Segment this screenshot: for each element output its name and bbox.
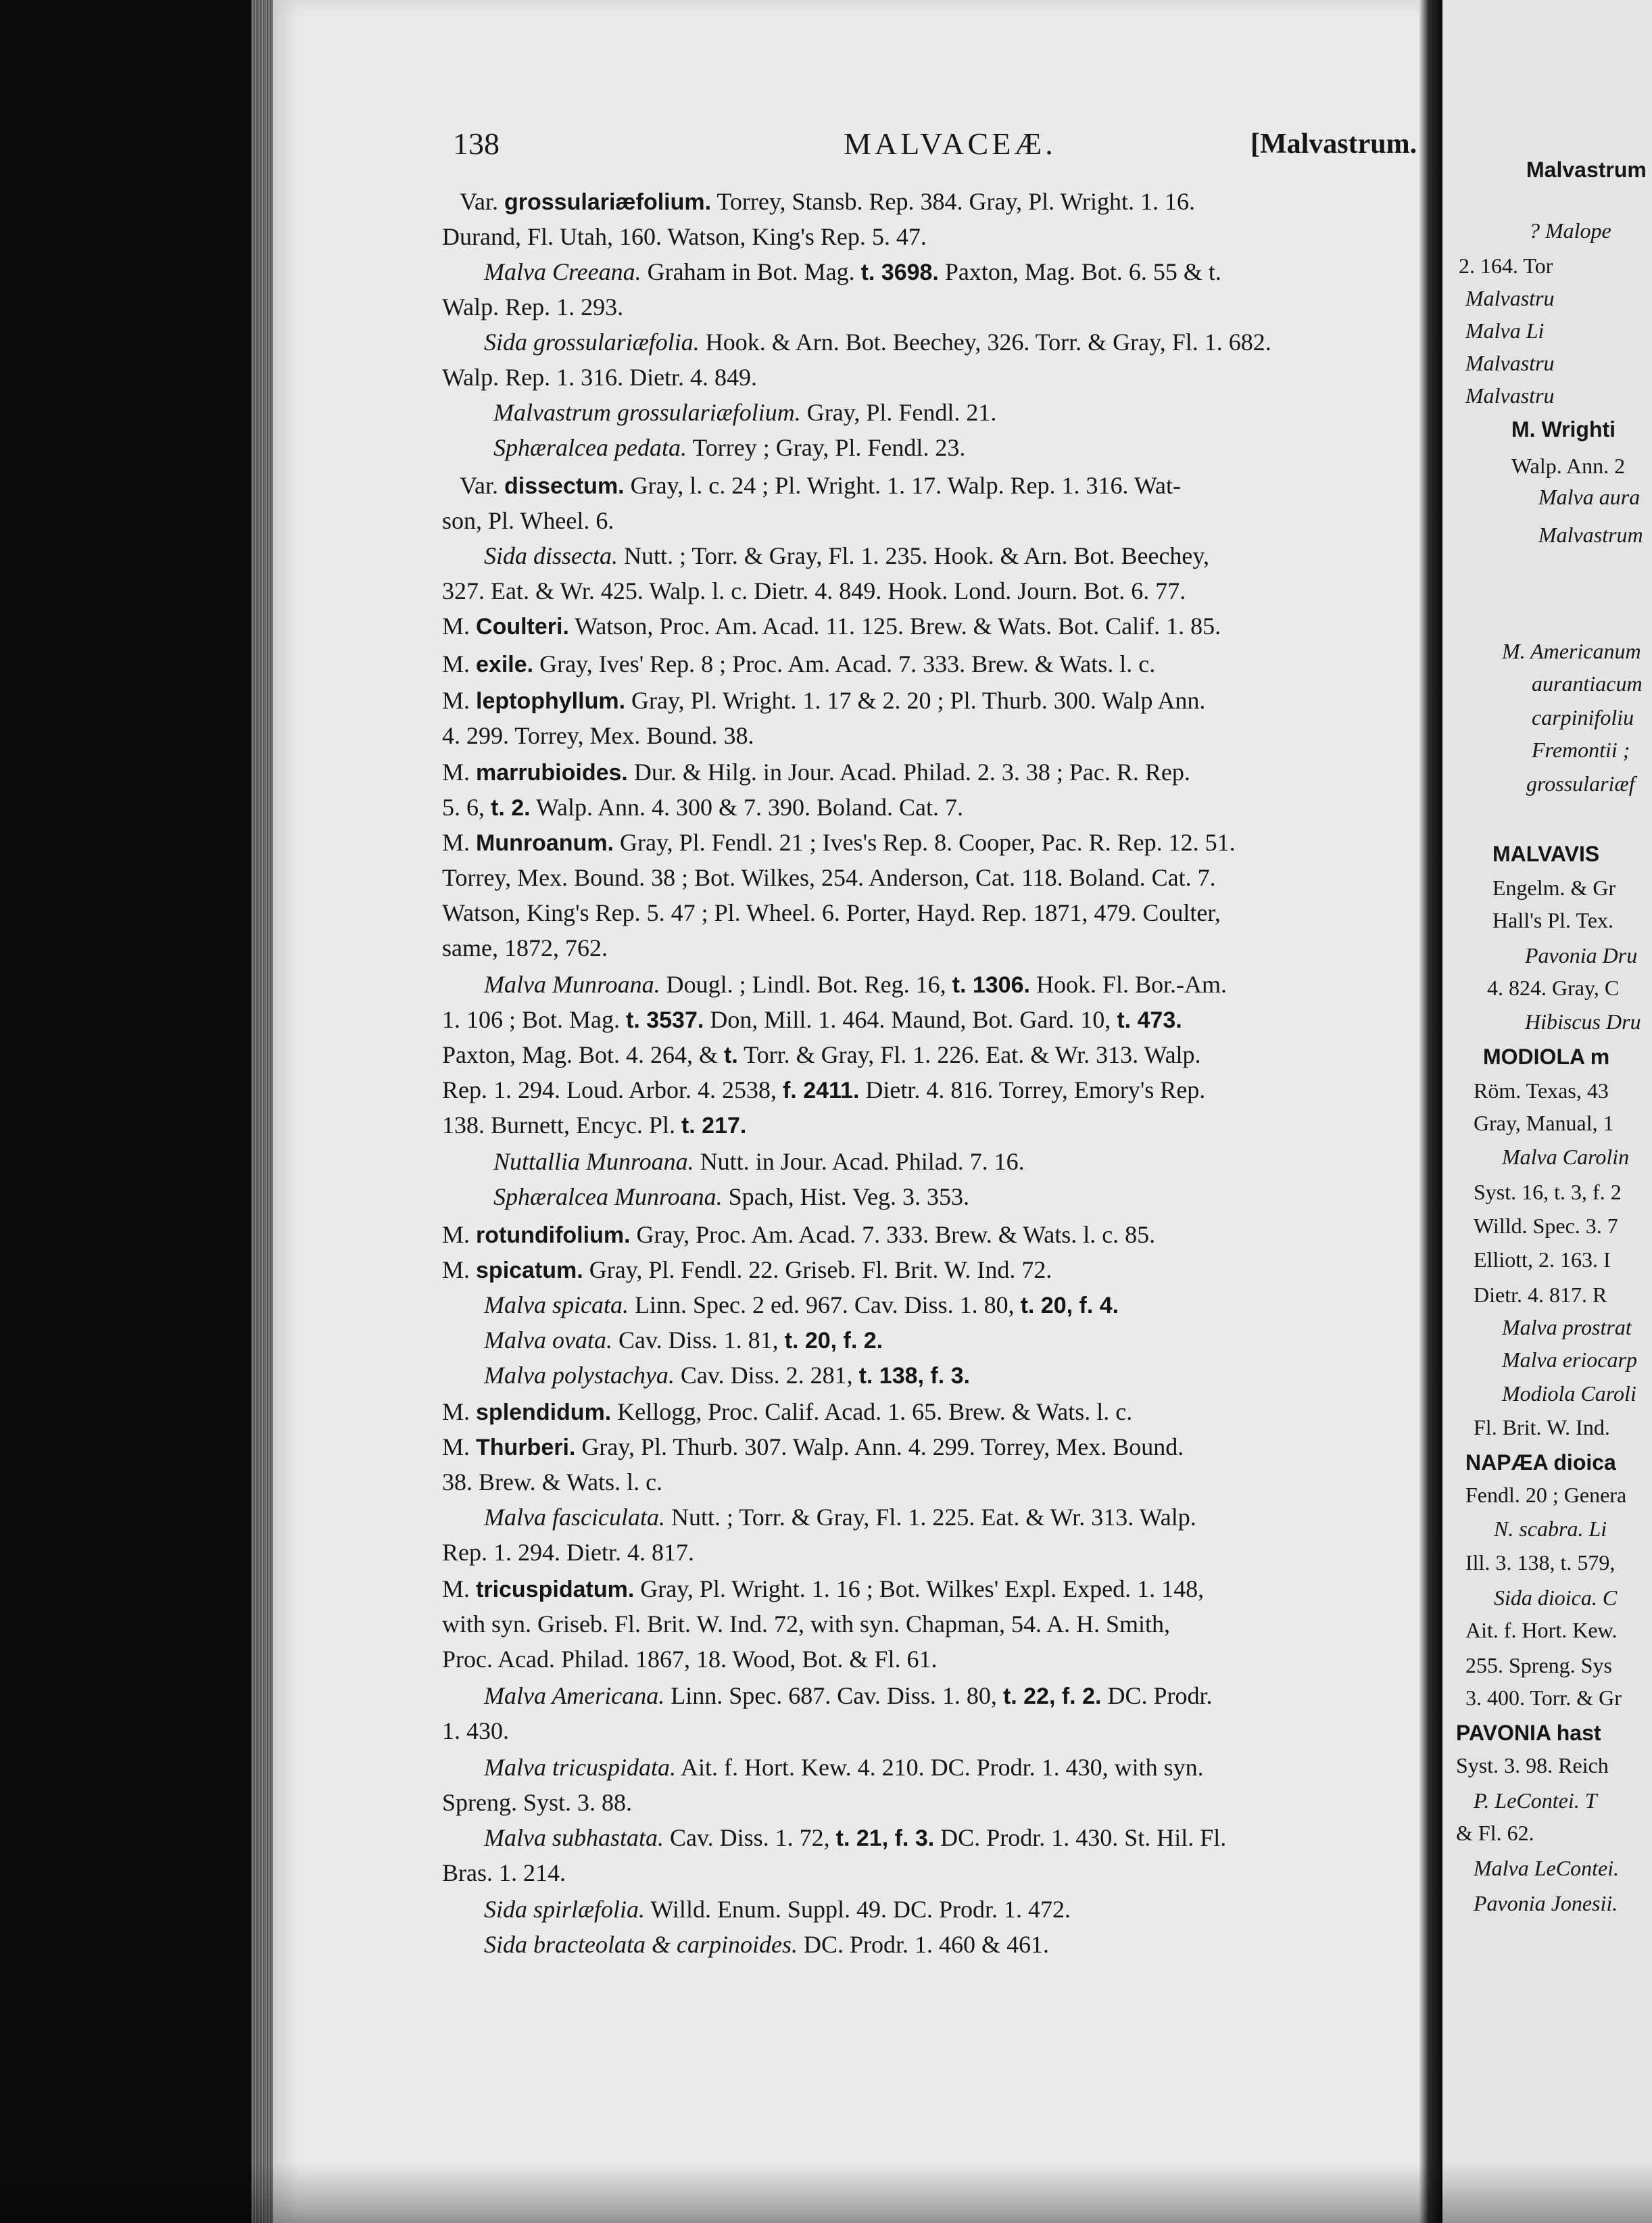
text-run: Durand, Fl. Utah, 160. Watson, King's Rep. 5. 47. <box>442 223 927 250</box>
text-line <box>442 1107 746 1143</box>
bold-term: grossulariæfolium. <box>504 189 712 215</box>
text-run: Hook. Fl. Bor.-Am. <box>1029 971 1227 998</box>
text-run: Torr. & Gray, Fl. 1. 226. Eat. & Wr. 313. Walp. <box>737 1041 1201 1068</box>
right-page-line: 3. 400. Torr. & Gr <box>1465 1686 1622 1710</box>
text-run: Gray, Pl. Fendl. 21 ; Ives's Rep. 8. Cooper, Pac. R. Rep. 12. 51. <box>614 829 1236 856</box>
text-run: Gray, Pl. Wright. 1. 16 ; Bot. Wilkes' Expl. Exped. 1. 148, <box>634 1575 1205 1602</box>
text-run: Gray, Pl. Fendl. 21. <box>800 399 997 426</box>
text-run: Gray, Pl. Fendl. 22. Griseb. Fl. Brit. W. Ind. 72. <box>583 1256 1052 1283</box>
text-run: Walp. Rep. 1. 316. Dietr. 4. 849. <box>442 364 758 391</box>
text-run: 327. Eat. & Wr. 425. Walp. l. c. Dietr. 4. 849. Hook. Lond. Journ. Bot. 6. 77. <box>442 577 1186 604</box>
text-line <box>442 360 757 395</box>
bold-term: Munroanum. <box>476 830 614 856</box>
text-line <box>484 254 1221 289</box>
text-line <box>493 1144 1025 1179</box>
text-run: 5. 6, <box>442 794 491 821</box>
text-run: Gray, Proc. Am. Acad. 7. 333. Brew. & Wats. l. c. 85. <box>630 1221 1156 1248</box>
text-line <box>442 860 1216 895</box>
right-page <box>1442 0 1652 2223</box>
text-run: Nutt. ; Torr. & Gray, Fl. 1. 225. Eat. & Wr. 313. Walp. <box>664 1504 1196 1531</box>
italic-synonym: Malva polystachya. <box>484 1362 675 1389</box>
text-line <box>442 1855 566 1890</box>
text-line <box>442 503 614 538</box>
text-run: Linn. Spec. 2 ed. 967. Cav. Diss. 1. 80, <box>628 1291 1021 1318</box>
text-run: 1. 106 ; Bot. Mag. <box>442 1006 627 1033</box>
text-line <box>442 1217 1155 1252</box>
text-line <box>442 1002 1182 1037</box>
right-page-line: Malvastrum <box>1526 158 1647 182</box>
text-run: M. <box>442 1398 477 1425</box>
text-run: Proc. Acad. Philad. 1867, 18. Wood, Bot. & Fl. 61. <box>442 1646 938 1673</box>
text-line <box>442 1394 1132 1429</box>
italic-synonym: Malva subhastata. <box>484 1824 664 1851</box>
right-page-line: MALVAVIS <box>1492 842 1600 866</box>
right-page-line: 255. Spreng. Sys <box>1465 1653 1612 1677</box>
text-line <box>442 608 1221 644</box>
text-line <box>442 1785 632 1820</box>
text-run: Dur. & Hilg. in Jour. Acad. Philad. 2. 3. 38 ; Pac. R. Rep. <box>627 759 1190 786</box>
italic-synonym: Sida bracteolata & carpinoides. <box>484 1931 798 1958</box>
text-run: M. <box>442 650 477 677</box>
bold-term: Coulteri. <box>476 614 569 640</box>
text-line <box>442 683 1205 718</box>
text-line <box>484 1287 1119 1322</box>
italic-synonym: Malva spicata. <box>484 1291 629 1318</box>
right-page-line: Malva Carolin <box>1502 1145 1630 1169</box>
italic-synonym: Sida grossulariæfolia. <box>484 329 700 356</box>
text-line <box>442 289 623 325</box>
text-run: Rep. 1. 294. Dietr. 4. 817. <box>442 1539 694 1566</box>
right-page-line: Malva LeContei. <box>1474 1856 1620 1880</box>
italic-synonym: Sphæralcea pedata. <box>493 434 687 461</box>
text-line <box>442 895 1221 930</box>
text-run: Kellogg, Proc. Calif. Acad. 1. 65. Brew. & Wats. l. c. <box>611 1398 1133 1425</box>
right-page-line: Hall's Pl. Tex. <box>1492 908 1613 932</box>
text-line <box>493 430 965 465</box>
right-page-line: Ill. 3. 138, t. 579, <box>1465 1550 1615 1575</box>
italic-synonym: Sida spirlæfolia. <box>484 1896 646 1923</box>
text-run: Don, Mill. 1. 464. Maund, Bot. Gard. 10, <box>704 1006 1117 1033</box>
text-run: Var. <box>460 472 504 499</box>
right-page-line: Dietr. 4. 817. R <box>1474 1283 1607 1307</box>
text-run: DC. Prodr. 1. 460 & 461. <box>797 1931 1049 1958</box>
right-page-line: Malvastrum <box>1538 523 1643 547</box>
bold-term: dissectum. <box>504 473 625 499</box>
text-run: Spreng. Syst. 3. 88. <box>442 1789 633 1816</box>
text-line <box>442 1642 937 1677</box>
bold-term: rotundifolium. <box>476 1222 631 1248</box>
text-line <box>442 718 754 753</box>
running-genus: [Malvastrum. <box>1250 128 1417 160</box>
right-page-line: Pavonia Dru <box>1525 943 1638 967</box>
italic-synonym: Malva Americana. <box>484 1682 665 1709</box>
text-line <box>442 1429 1184 1464</box>
right-page-line: Malva aura <box>1538 485 1641 509</box>
bold-term: marrubioides. <box>476 760 628 786</box>
text-run: Nutt. ; Torr. & Gray, Fl. 1. 235. Hook. & Arn. Bot. Beechey, <box>617 542 1210 569</box>
text-line <box>442 930 608 965</box>
right-page-line: Malvastru <box>1465 286 1555 310</box>
text-line <box>493 1179 969 1214</box>
right-page-line: Fremontii ; <box>1532 738 1630 762</box>
right-page-line: Syst. 16, t. 3, f. 2 <box>1474 1180 1622 1204</box>
text-run: DC. Prodr. <box>1101 1682 1213 1709</box>
text-run: M. <box>442 613 477 640</box>
text-line <box>484 1358 970 1393</box>
text-run: son, Pl. Wheel. 6. <box>442 507 614 534</box>
bold-term: t. 473. <box>1117 1007 1182 1033</box>
bold-term: t. 217. <box>681 1113 747 1139</box>
right-page-line: Elliott, 2. 163. I <box>1474 1247 1611 1272</box>
text-line <box>442 825 1236 860</box>
text-run: Paxton, Mag. Bot. 4. 264, & <box>442 1041 725 1068</box>
right-page-line: 2. 164. Tor <box>1459 254 1553 278</box>
right-page-line: N. scabra. Li <box>1494 1516 1607 1541</box>
right-page-line: Malvastru <box>1465 351 1555 375</box>
text-line <box>484 1750 1204 1785</box>
text-run: M. <box>442 1433 477 1460</box>
right-page-line: M. Wrighti <box>1511 417 1616 441</box>
text-line <box>484 325 1271 360</box>
right-page-line: Sida dioica. C <box>1494 1585 1618 1610</box>
right-page-line: 4. 824. Gray, C <box>1487 976 1620 1000</box>
italic-synonym: Malvastrum grossulariæfolium. <box>493 399 801 426</box>
bold-term: tricuspidatum. <box>476 1577 635 1602</box>
text-line <box>442 1713 509 1748</box>
right-page-line: Walp. Ann. 2 <box>1511 454 1626 478</box>
right-page-line: Gray, Manual, 1 <box>1474 1111 1614 1135</box>
text-line <box>442 755 1190 790</box>
bold-term: t. 3698. <box>860 260 939 285</box>
text-run: Spach, Hist. Veg. 3. 353. <box>722 1183 969 1210</box>
text-line <box>442 790 963 825</box>
text-run: M. <box>442 687 477 714</box>
italic-synonym: Malva tricuspidata. <box>484 1754 676 1781</box>
text-run: Gray, Pl. Thurb. 307. Walp. Ann. 4. 299. Torrey, Mex. Bound. <box>575 1433 1184 1460</box>
text-line <box>484 1820 1226 1855</box>
text-run: Paxton, Mag. Bot. 6. 55 & t. <box>938 258 1221 285</box>
right-page-line: Engelm. & Gr <box>1492 876 1616 900</box>
text-run: Torrey, Mex. Bound. 38 ; Bot. Wilkes, 254. Anderson, Cat. 118. Boland. Cat. 7. <box>442 864 1216 891</box>
bold-term: Thurberi. <box>476 1435 576 1460</box>
bold-term: t. 1306. <box>952 972 1030 998</box>
text-run: Torrey, Stansb. Rep. 384. Gray, Pl. Wright. 1. 16. <box>711 188 1196 215</box>
right-page-line: M. Americanum <box>1502 639 1641 663</box>
text-line <box>484 967 1227 1002</box>
text-line <box>442 1571 1204 1606</box>
right-page-line: Willd. Spec. 3. 7 <box>1474 1214 1618 1238</box>
right-page-line: grossulariæf <box>1526 771 1635 796</box>
text-run: Gray, Pl. Wright. 1. 17 & 2. 20 ; Pl. Thurb. 300. Walp Ann. <box>625 687 1206 714</box>
text-line <box>442 219 927 254</box>
bold-term: exile. <box>476 652 534 677</box>
right-page-line: Malvastru <box>1465 383 1555 408</box>
text-run: with syn. Griseb. Fl. Brit. W. Ind. 72, with syn. Chapman, 54. A. H. Smith, <box>442 1610 1171 1638</box>
right-page-line: Röm. Texas, 43 <box>1474 1078 1609 1103</box>
right-page-line: PAVONIA hast <box>1456 1721 1601 1745</box>
text-line <box>460 184 1195 219</box>
page-number: 138 <box>453 126 500 161</box>
bold-term: spicatum. <box>476 1258 583 1283</box>
italic-synonym: Malva Munroana. <box>484 971 660 998</box>
text-run: Watson, Proc. Am. Acad. 11. 125. Brew. & Wats. Bot. Calif. 1. 85. <box>568 613 1221 640</box>
text-run: Var. <box>460 188 504 215</box>
text-line <box>493 395 996 430</box>
bold-term: leptophyllum. <box>476 688 626 714</box>
book-gutter <box>1419 0 1442 2223</box>
text-line <box>460 468 1181 503</box>
text-run: M. <box>442 829 477 856</box>
text-line <box>484 1678 1212 1713</box>
text-run: Cav. Diss. 1. 81, <box>612 1326 785 1354</box>
text-run: Walp. Ann. 4. 300 & 7. 390. Boland. Cat. 7. <box>530 794 964 821</box>
bold-term: t. 22, f. 2. <box>1002 1683 1102 1709</box>
text-run: Torrey ; Gray, Pl. Fendl. 23. <box>686 434 966 461</box>
text-line <box>442 1535 694 1570</box>
text-run: Bras. 1. 214. <box>442 1859 566 1886</box>
text-run: DC. Prodr. 1. 430. St. Hil. Fl. <box>934 1824 1227 1851</box>
text-line <box>484 538 1209 573</box>
bold-term: t. 20, f. 2. <box>784 1328 883 1354</box>
text-run: 38. Brew. & Wats. l. c. <box>442 1468 663 1496</box>
running-title: MALVACEÆ. <box>844 126 1056 161</box>
text-line <box>442 1606 1170 1642</box>
bold-term: t. 2. <box>491 795 531 821</box>
text-run: Gray, Ives' Rep. 8 ; Proc. Am. Acad. 7. 333. Brew. & Wats. l. c. <box>533 650 1156 677</box>
text-line <box>484 1500 1196 1535</box>
text-line <box>442 1252 1052 1287</box>
text-run: 4. 299. Torrey, Mex. Bound. 38. <box>442 722 754 749</box>
right-page-line: & Fl. 62. <box>1456 1821 1534 1845</box>
text-line <box>442 573 1186 608</box>
text-run: same, 1872, 762. <box>442 934 608 961</box>
text-line <box>484 1892 1071 1927</box>
text-run: Graham in Bot. Mag. <box>641 258 861 285</box>
right-page-line: Malva Li <box>1465 318 1545 343</box>
text-run: 138. Burnett, Encyc. Pl. <box>442 1112 681 1139</box>
text-line <box>442 646 1155 682</box>
text-run: Hook. & Arn. Bot. Beechey, 326. Torr. & Gray, Fl. 1. 682. <box>699 329 1271 356</box>
text-run: M. <box>442 1256 477 1283</box>
italic-synonym: Sida dissecta. <box>484 542 618 569</box>
italic-synonym: Nuttallia Munroana. <box>493 1148 694 1175</box>
italic-synonym: Malva fasciculata. <box>484 1504 665 1531</box>
right-page-line: Fl. Brit. W. Ind. <box>1474 1415 1610 1439</box>
text-run: Dougl. ; Lindl. Bot. Reg. 16, <box>660 971 952 998</box>
text-run: Watson, King's Rep. 5. 47 ; Pl. Wheel. 6. Porter, Hayd. Rep. 1871, 479. Coulter, <box>442 899 1221 926</box>
text-run: Cav. Diss. 1. 72, <box>664 1824 836 1851</box>
right-page-line: Hibiscus Dru <box>1525 1009 1641 1034</box>
italic-synonym: Sphæralcea Munroana. <box>493 1183 723 1210</box>
right-page-line: carpinifoliu <box>1532 705 1634 730</box>
right-page-line: Malva eriocarp <box>1502 1347 1637 1372</box>
text-run: Ait. f. Hort. Kew. 4. 210. DC. Prodr. 1. 430, with syn. <box>675 1754 1204 1781</box>
text-run: 1. 430. <box>442 1717 509 1744</box>
bold-term: t. 138, f. 3. <box>858 1363 970 1389</box>
right-page-line: ? Malope <box>1529 218 1611 243</box>
text-run: Walp. Rep. 1. 293. <box>442 293 624 320</box>
right-page-line: aurantiacum <box>1532 671 1643 696</box>
italic-synonym: Malva ovata. <box>484 1326 612 1354</box>
text-run: Linn. Spec. 687. Cav. Diss. 1. 80, <box>664 1682 1003 1709</box>
text-run: Nutt. in Jour. Acad. Philad. 7. 16. <box>694 1148 1025 1175</box>
text-run: Cav. Diss. 2. 281, <box>674 1362 859 1389</box>
right-page-line: MODIOLA m <box>1483 1045 1610 1069</box>
text-line <box>442 1464 662 1500</box>
right-page-line: Ait. f. Hort. Kew. <box>1465 1618 1618 1642</box>
text-run: Willd. Enum. Suppl. 49. DC. Prodr. 1. 472. <box>645 1896 1071 1923</box>
right-page-line: Syst. 3. 98. Reich <box>1456 1753 1609 1777</box>
right-page-line: Modiola Caroli <box>1502 1381 1636 1406</box>
text-line <box>442 1072 1205 1107</box>
right-page-line: Malva prostrat <box>1502 1315 1632 1339</box>
bold-term: t. 21, f. 3. <box>835 1825 935 1851</box>
right-page-line: Pavonia Jonesii. <box>1474 1891 1618 1915</box>
text-run: M. <box>442 1221 477 1248</box>
italic-synonym: Malva Creeana. <box>484 258 641 285</box>
scan-background <box>0 0 251 2223</box>
bold-term: t. 20, f. 4. <box>1020 1293 1119 1318</box>
bold-term: t. 3537. <box>626 1007 704 1033</box>
text-run: Gray, l. c. 24 ; Pl. Wright. 1. 17. Walp. Rep. 1. 316. Wat- <box>624 472 1181 499</box>
text-run: Rep. 1. 294. Loud. Arbor. 4. 2538, <box>442 1076 783 1103</box>
text-run: M. <box>442 759 477 786</box>
right-page-line: NAPÆA dioica <box>1465 1450 1616 1475</box>
text-line <box>484 1927 1049 1962</box>
bold-term: f. 2411. <box>782 1078 860 1103</box>
text-run: Dietr. 4. 816. Torrey, Emory's Rep. <box>859 1076 1206 1103</box>
right-page-line: Fendl. 20 ; Genera <box>1465 1483 1627 1507</box>
text-line <box>442 1037 1201 1072</box>
text-line <box>484 1322 883 1358</box>
right-page-line: P. LeContei. T <box>1474 1788 1597 1813</box>
text-run: M. <box>442 1575 477 1602</box>
bold-term: splendidum. <box>476 1400 612 1425</box>
bold-term: t. <box>724 1043 738 1068</box>
